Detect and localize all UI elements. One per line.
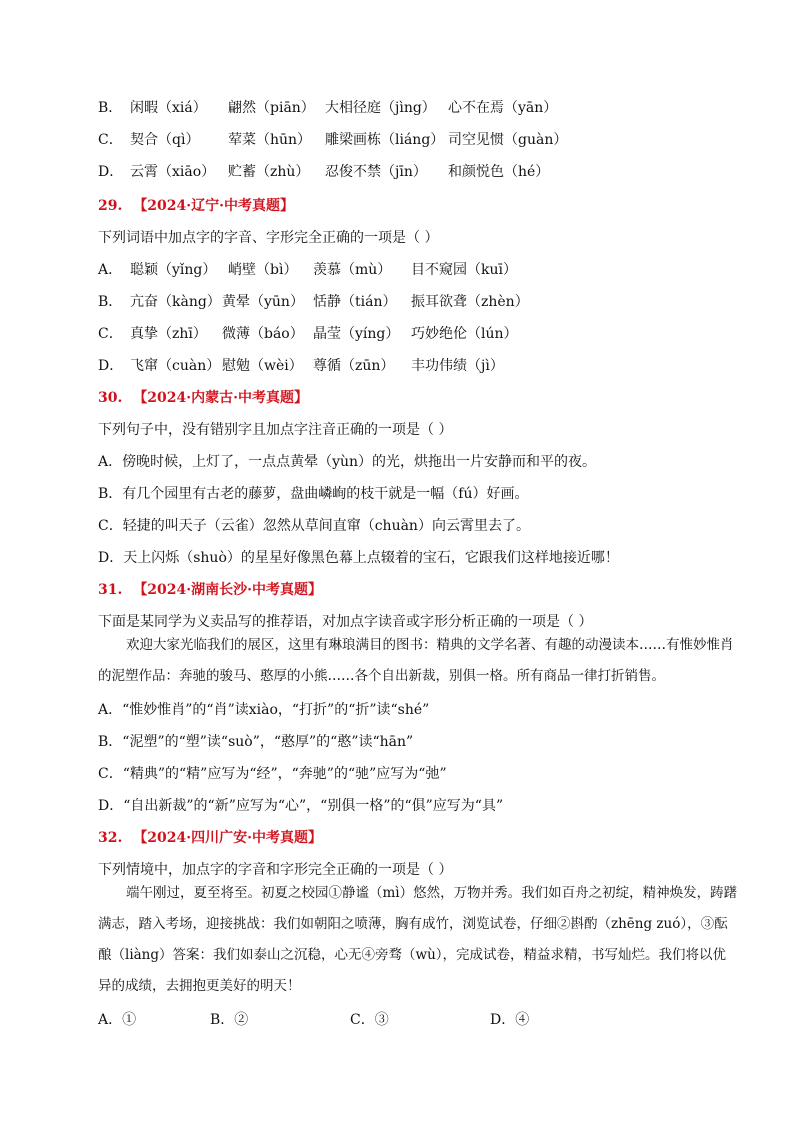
option-item: 翩然（piān） (228, 100, 315, 116)
option-item: 黄晕（yūn） (222, 294, 304, 310)
option-item: C．③ (350, 1012, 389, 1028)
option-item: 目不窥园（kuī） (411, 262, 517, 278)
question-32-stem: 下列情境中，加点字的字音和字形完全正确的一项是（ ） (98, 862, 453, 878)
option-label: A． (98, 262, 123, 278)
option-item: 晶莹（yíng） (313, 326, 400, 342)
question-31-stem: 下面是某同学为义卖品写的推荐语，对加点字读音或字形分析正确的一项是（ ） (98, 614, 593, 630)
option-item: 振耳欲聋（zhèn） (411, 294, 529, 310)
option-item: 恬静（tián） (313, 294, 397, 310)
q28-option-c (98, 130, 568, 150)
question-30-heading (98, 388, 308, 408)
q29-option-c (98, 324, 518, 344)
option-item: 丰功伟绩（jì） (411, 358, 504, 374)
question-source-tag: 【2024·辽宁·中考真题】 (133, 198, 294, 214)
option-label: B． (98, 294, 123, 310)
option-item: 亢奋（kàng） (130, 294, 221, 310)
option-item: 云霄（xiāo） (130, 164, 216, 180)
question-31-heading (98, 580, 322, 600)
option-item: 贮蓄（zhù） (228, 164, 310, 180)
question-number: 32. (98, 830, 123, 846)
option-item: 大相径庭（jìng） (325, 100, 436, 116)
option-label: C． (98, 132, 123, 148)
option-label: D． (98, 164, 124, 180)
q30-option-a: A．傍晚时候，上灯了，一点点黄晕（yùn）的光，烘拖出一片安静而和平的夜。 (98, 454, 597, 470)
question-source-tag: 【2024·湖南长沙·中考真题】 (133, 582, 322, 598)
question-31-passage: 欢迎大家光临我们的展区，这里有琳琅满目的图书：精典的文学名著、有趣的动漫读本……有惟妙惟肖的泥塑作品：奔驰的骏马、憨厚的小熊……各个自出新裁，别俱一格。所有商品一律打折销售。 (98, 637, 734, 684)
q32-options (98, 1010, 530, 1030)
option-item: 荤菜（hūn） (228, 132, 312, 148)
q28-option-d (98, 162, 550, 182)
q30-option-d: D．天上闪烁（shuò）的星星好像黑色幕上点辍着的宝石，它跟我们这样地接近哪！ (98, 550, 619, 566)
q29-option-a (98, 260, 517, 280)
q30-option-b: B．有几个园里有古老的藤萝，盘曲嶙峋的枝干就是一幅（fú）好画。 (98, 486, 529, 502)
q31-option-b: B．“泥塑”的“塑”读“suò”，“憨厚”的“憨”读“hān” (98, 734, 414, 750)
question-number: 29. (98, 198, 123, 214)
option-item: 契合（qì） (130, 132, 200, 148)
option-item: B．② (210, 1012, 249, 1028)
question-32-heading (98, 828, 322, 848)
q31-option-a: A．“惟妙惟肖”的“肖”读xiào，“打折”的“折”读“shé” (98, 702, 430, 718)
question-29-heading (98, 196, 294, 216)
question-32-passage: 端午刚过，夏至将至。初夏之校园①静谧（mì）悠然，万物并秀。我们如百舟之初绽，精神焕发，踌躇满志，踏入考场，迎接挑战：我们如朝阳之喷薄，胸有成竹，浏览试卷，仔细②斟酌（zhēng zuó），③酝酿（liàng）答案：我们如泰山之沉稳，心无④旁骛（wù），完成试卷，精益求精，书写灿烂。我们将以优异的成绩，去拥抱更美好的明天！ (98, 885, 738, 994)
option-item: D．④ (490, 1012, 530, 1028)
option-item: 闲暇（xiá） (130, 100, 207, 116)
option-item: 慰勉（wèi） (222, 358, 303, 374)
option-item: 忍俊不禁（jīn） (325, 164, 427, 180)
option-item: 尊循（zūn） (313, 358, 395, 374)
option-label: D． (98, 358, 124, 374)
option-item: 真挚（zhī） (130, 326, 207, 342)
question-30-stem: 下列句子中，没有错别字且加点字注音正确的一项是（ ） (98, 422, 453, 438)
option-item: 飞窜（cuàn） (130, 358, 221, 374)
option-item: 司空见惯（guàn） (448, 132, 568, 148)
option-item: 心不在焉（yān） (448, 100, 558, 116)
option-item: 聪颖（yǐng） (130, 262, 217, 278)
option-item: 峭壁（bì） (228, 262, 298, 278)
q31-option-d: D．“自出新裁”的“新”应写为“心”，“别俱一格”的“俱”应写为“具” (98, 798, 504, 814)
q31-option-c: C．“精典”的“精”应写为“经”，“奔驰”的“驰”应写为“弛” (98, 766, 447, 782)
question-source-tag: 【2024·四川广安·中考真题】 (133, 830, 322, 846)
question-number: 30. (98, 390, 123, 406)
option-label: B． (98, 100, 123, 116)
q29-option-b (98, 292, 529, 312)
option-item: 雕梁画栋（liáng） (325, 132, 445, 148)
option-item: 和颜悦色（hé） (448, 164, 550, 180)
q30-option-c: C．轻捷的叫天子（云雀）忽然从草间直窜（chuàn）向云霄里去了。 (98, 518, 530, 534)
option-label: C． (98, 326, 123, 342)
question-29-stem: 下列词语中加点字的字音、字形完全正确的一项是（ ） (98, 230, 439, 246)
option-item: A．① (98, 1012, 137, 1028)
option-item: 微薄（báo） (222, 326, 304, 342)
q28-option-b (98, 98, 558, 118)
question-source-tag: 【2024·内蒙古·中考真题】 (133, 390, 308, 406)
question-number: 31. (98, 582, 123, 598)
q29-option-d (98, 356, 504, 376)
option-item: 羡慕（mù） (313, 262, 392, 278)
option-item: 巧妙绝伦（lún） (411, 326, 518, 342)
